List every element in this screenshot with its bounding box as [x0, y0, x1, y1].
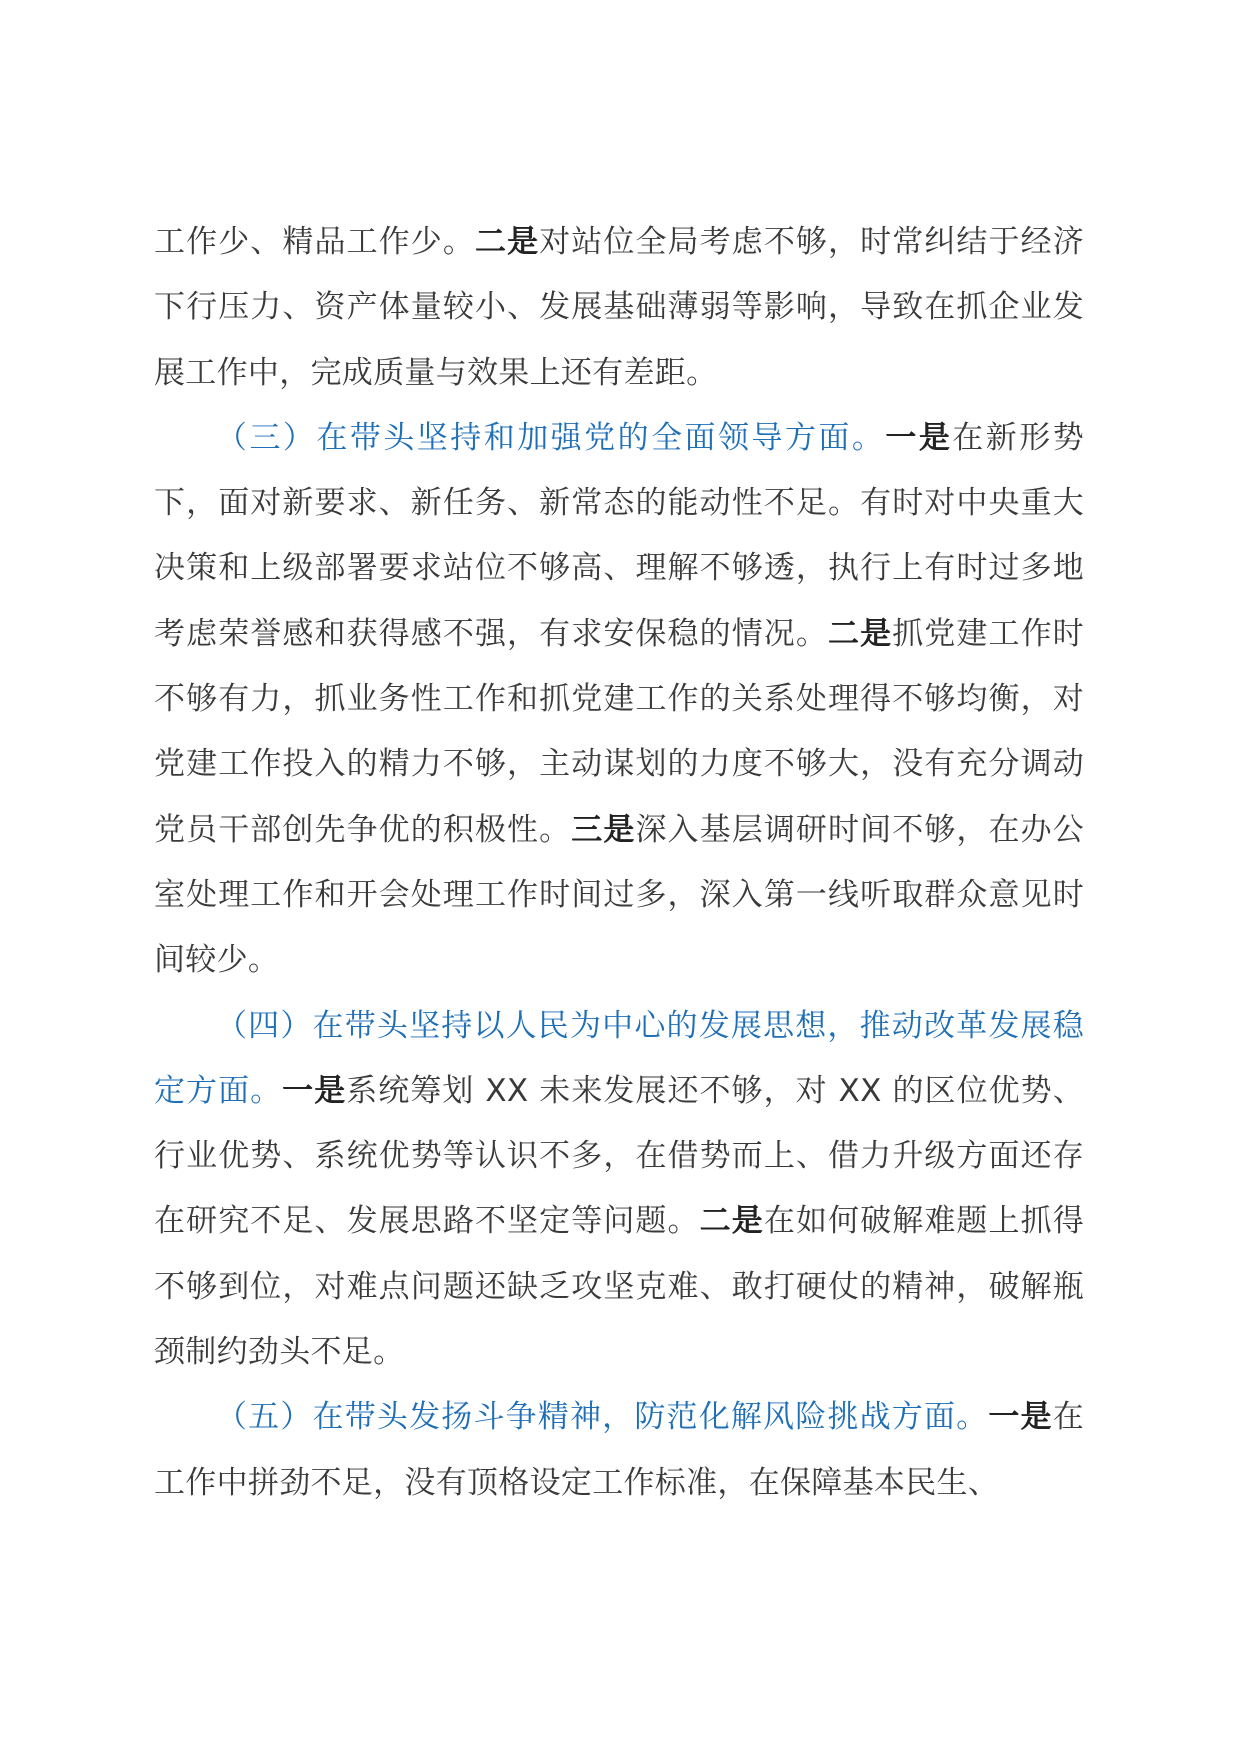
- section-heading-3: （三）在带头坚持和加强党的全面领导方面。: [216, 419, 886, 456]
- keyword-yi-shi: 一是: [282, 1072, 347, 1109]
- body-text: 深入基层调研时间不够，在办公室处理工作和开会处理工作时间过多，深入第一线听取群众意见时间较少。: [154, 811, 1084, 979]
- section-heading-5: （五）在带头发扬斗争精神，防范化解风险挑战方面。: [216, 1399, 989, 1436]
- keyword-yi-shi: 一是: [988, 1399, 1053, 1436]
- keyword-er-shi: 二是: [474, 224, 540, 260]
- paragraph-section-5: [154, 1385, 1084, 1516]
- document-body: [154, 210, 1084, 1516]
- body-text: 系统筹划 XX 未来发展还不够，对 XX 的区位优势、行业优势、系统优势等认识不多，在借势而上、借力升级方面还存在研究不足、发展思路不坚定等问题。: [154, 1072, 1085, 1240]
- body-text: 在如何破解难题上抓得不够到位，对难点问题还缺乏攻坚克难、敢打硬仗的精神，破解瓶颈制约劲头不足。: [154, 1203, 1085, 1371]
- body-text: 工作少、精品工作少。: [154, 224, 475, 260]
- body-text: 对站位全局考虑不够，时常纠结于经济下行压力、资产体量较小、发展基础薄弱等影响，导致在抓企业发展工作中，完成质量与效果上还有差距。: [154, 224, 1085, 391]
- keyword-er-shi: 二是: [828, 615, 893, 652]
- paragraph-section-4: [154, 994, 1084, 1386]
- keyword-yi-shi: 一是: [885, 419, 953, 456]
- section-heading-4: （四）在带头坚持以人民为中心的发展思想，推动改革发展稳定方面。: [154, 1007, 1084, 1109]
- body-text: 在工作中拼劲不足，没有顶格设定工作标准，在保障基本民生、: [154, 1399, 1084, 1501]
- body-text: 在新形势下，面对新要求、新任务、新常态的能动性不足。有时对中央重大决策和上级部署要求站位不够高、理解不够透，执行上有时过多地考虑荣誉感和获得感不强，有求安保稳的情况。: [154, 419, 1084, 652]
- keyword-san-shi: 三是: [571, 811, 636, 848]
- paragraph-section-3: [154, 406, 1084, 994]
- paragraph-continuation: [154, 210, 1084, 406]
- keyword-er-shi: 二是: [699, 1203, 764, 1240]
- body-text: 抓党建工作时不够有力，抓业务性工作和抓党建工作的关系处理得不够均衡，对党建工作投入的精力不够，主动谋划的力度不够大，没有充分调动党员干部创先争优的积极性。: [154, 615, 1084, 848]
